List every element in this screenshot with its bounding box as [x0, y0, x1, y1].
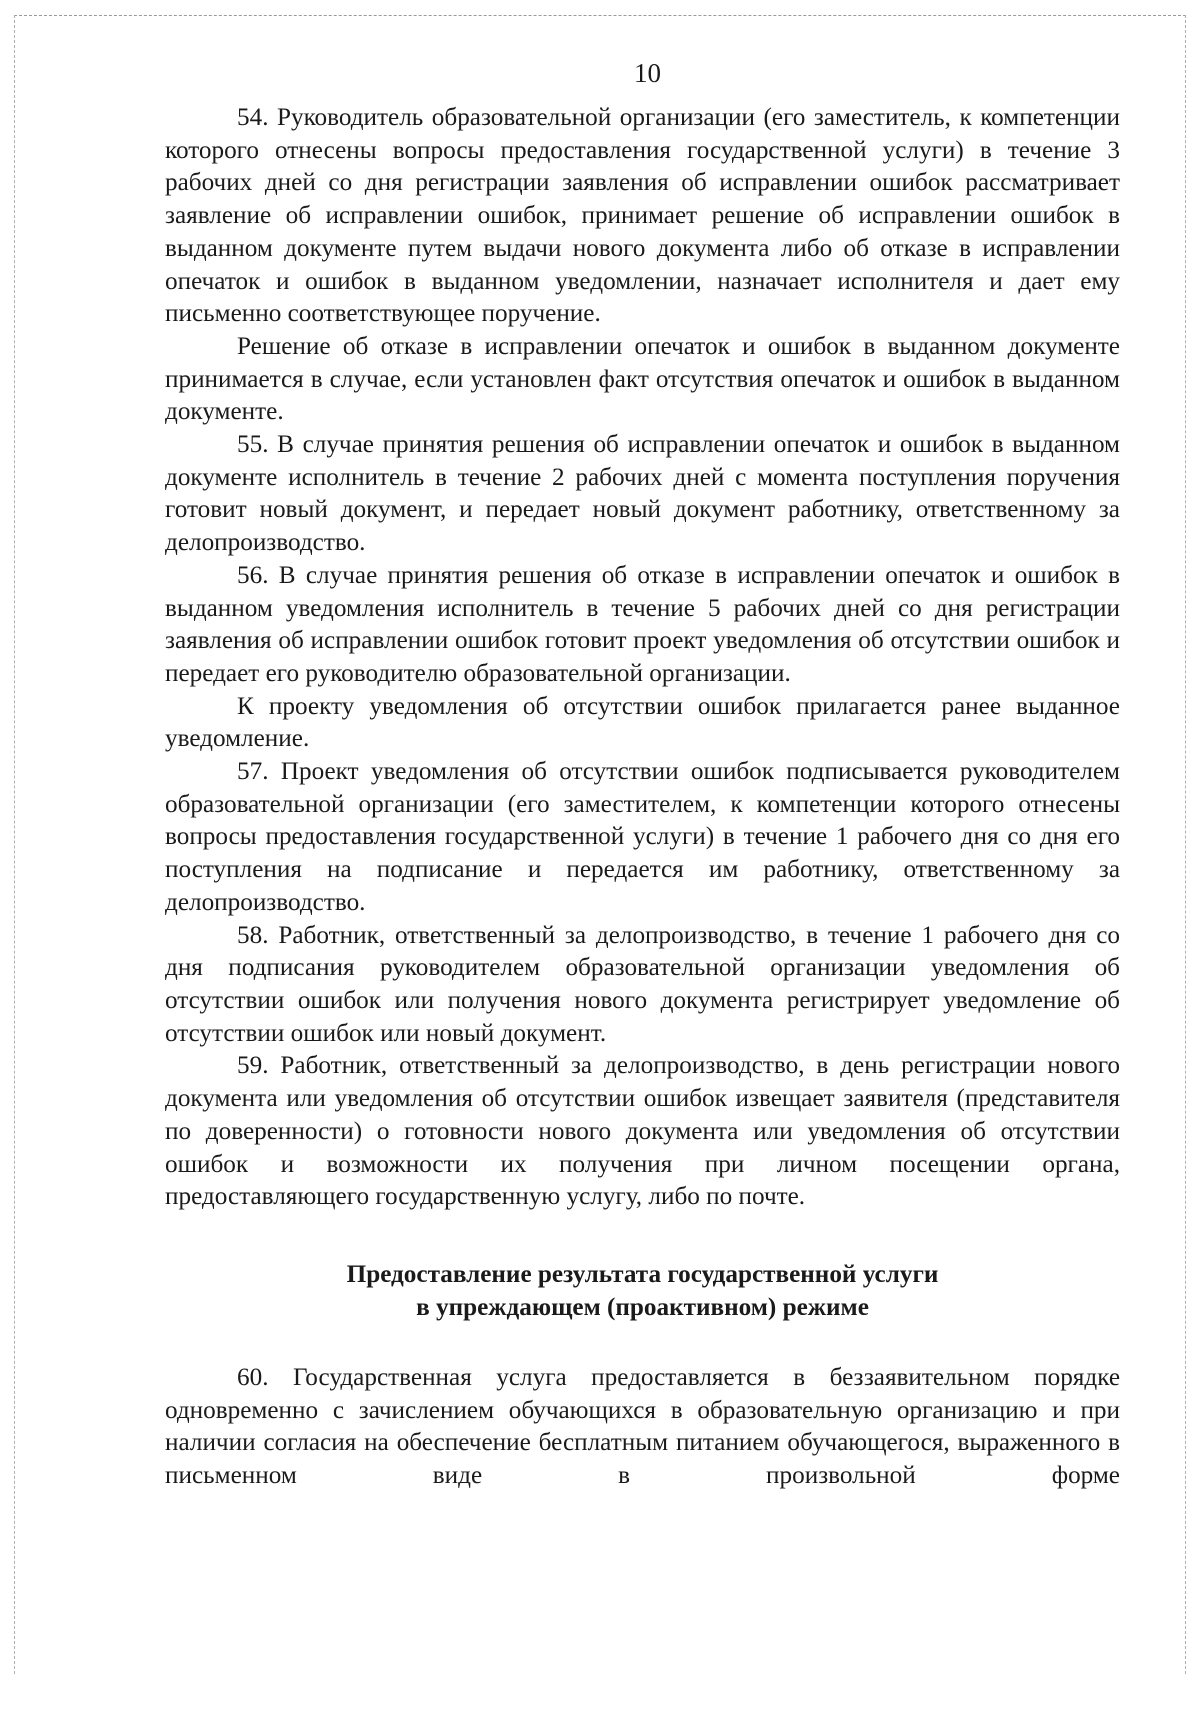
- paragraph-54-refusal: Решение об отказе в исправлении опечаток и ошибок в выданном документе принимается в случае, если установлен факт отсутствия опечаток и ошибок в выданном документе.: [165, 332, 1120, 426]
- paragraph-54: 54. Руководитель образовательной организации (его заместитель, к компетенции которого отнесены вопросы предоставления государственной услуги) в течение 3 рабочих дней со дня регистрации заявления об исправлении ошибок рассматривает заявление об исправлении ошибок, принимает решение об исправлении ошибок в выданном документе путем выдачи нового документа либо об отказе в исправлении опечаток и ошибок в выданном уведомлении, назначает исполнителя и дает ему письменно соответствующее поручение.: [165, 104, 1120, 328]
- section-heading-line-2: в упреждающем (проактивном) режиме: [416, 1293, 869, 1321]
- paragraph-56: 56. В случае принятия решения об отказе в исправлении опечаток и ошибок в выданном уведомления исполнитель в течение 5 рабочих дней со дня регистрации заявления об исправлении ошибок готовит проект уведомления об отсутствии ошибок и передает его руководителю образовательной организации.: [165, 561, 1120, 687]
- body-text-after-heading: [165, 1362, 1120, 1493]
- section-spacer: [165, 1214, 1120, 1258]
- heading-spacer: [165, 1324, 1120, 1362]
- body-text-before-heading: [165, 102, 1120, 1214]
- paragraph-57: 57. Проект уведомления об отсутствии ошибок подписывается руководителем образовательной организации (его заместителем, к компетенции которого отнесены вопросы предоставления государственной услуги) в течение 1 рабочего дня со дня его поступления на подписание и передается им работнику, ответственному за делопроизводство.: [165, 758, 1120, 916]
- paragraph-56-attachment: К проекту уведомления об отсутствии ошибок прилагается ранее выданное уведомление.: [165, 692, 1120, 753]
- scan-edge-left: [14, 15, 15, 1674]
- paragraph-59: 59. Работник, ответственный за делопроизводство, в день регистрации нового документа или уведомления об отсутствии ошибок извещает заявителя (представителя по доверенности) о готовности нового документа или уведомления об отсутствии ошибок и возможности их получения при личном посещении органа, предоставляющего государственную услугу, либо по почте.: [165, 1052, 1120, 1211]
- scan-edge-right: [1185, 15, 1186, 1674]
- section-heading: [165, 1258, 1120, 1324]
- scan-edge-top: [14, 15, 1186, 16]
- document-page: [165, 56, 1120, 1493]
- paragraph-60: 60. Государственная услуга предоставляется в беззаявительном порядке одновременно с зачислением обучающихся в образовательную организацию и при наличии согласия на обеспечение бесплатным питанием обучающегося, выраженного в письменном виде в произвольной форме: [165, 1363, 1120, 1490]
- section-heading-line-1: Предоставление результата государственной услуги: [346, 1260, 939, 1288]
- page-number: 10: [634, 58, 661, 88]
- paragraph-58: 58. Работник, ответственный за делопроизводство, в течение 1 рабочего дня со дня подписания руководителем образовательной организации уведомления об отсутствии ошибок или получения нового документа регистрирует уведомление об отсутствии ошибок или новый документ.: [165, 921, 1120, 1047]
- paragraph-55: 55. В случае принятия решения об исправлении опечаток и ошибок в выданном документе исполнитель в течение 2 рабочих дней с момента поступления поручения готовит новый документ, и передает новый документ работнику, ответственному за делопроизводство.: [165, 431, 1120, 557]
